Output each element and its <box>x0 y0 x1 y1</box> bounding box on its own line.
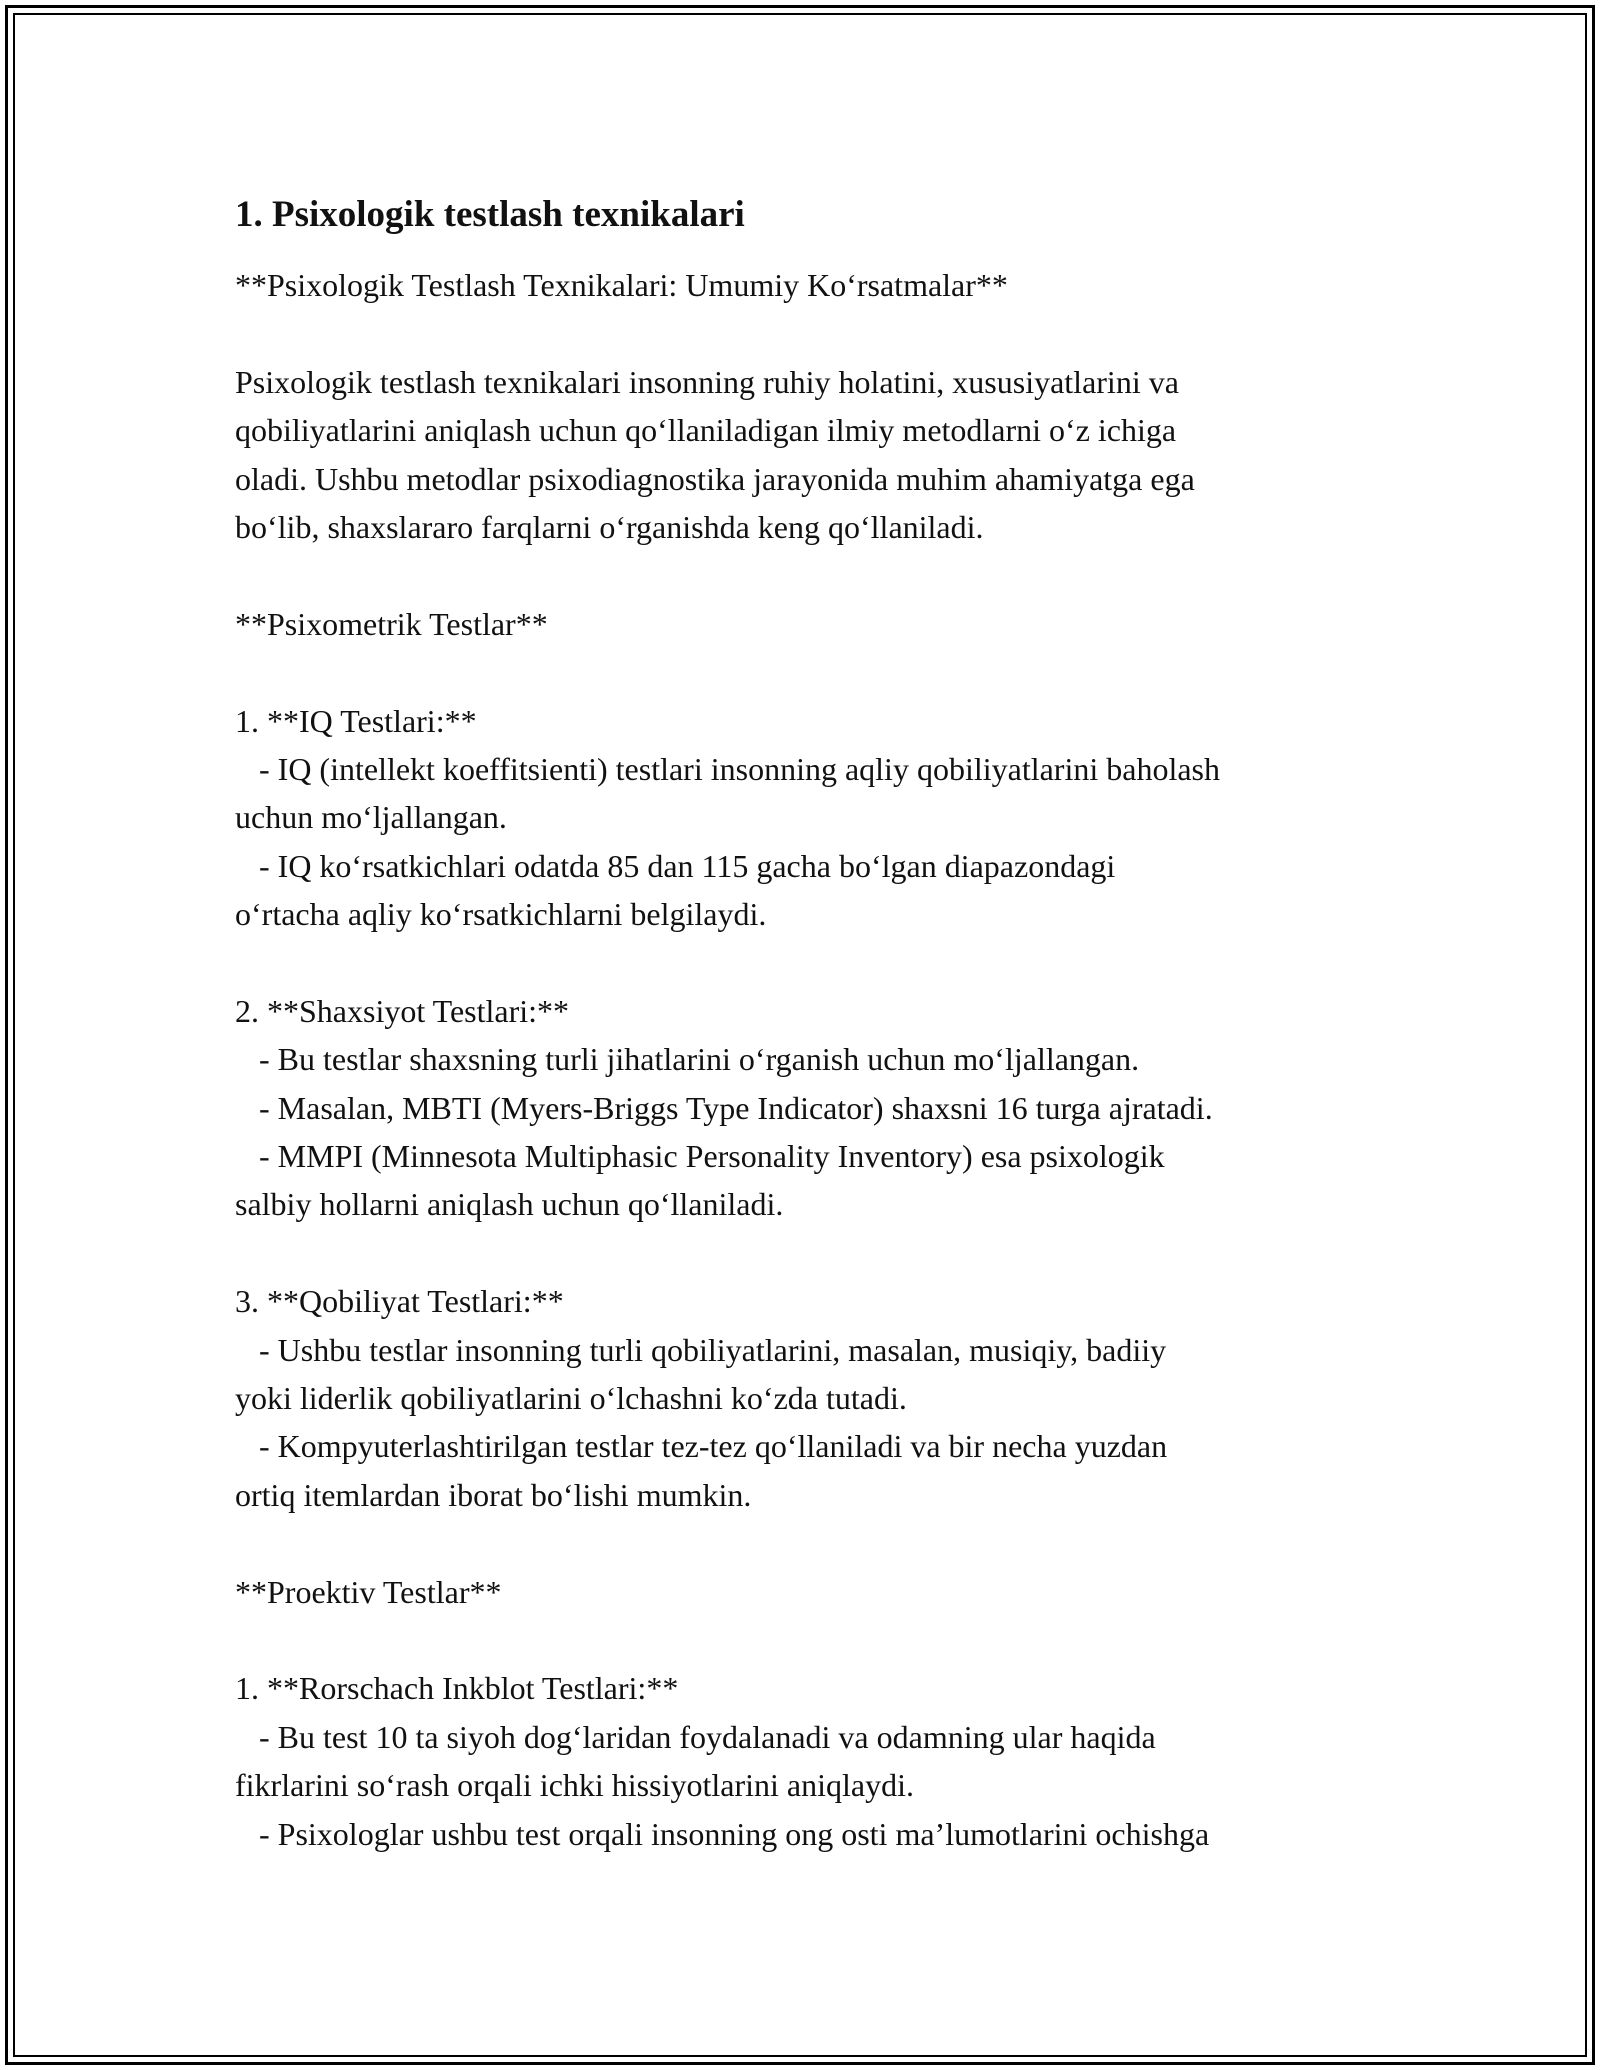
text-line: - Kompyuterlashtirilgan testlar tez-tez qo‘llaniladi va bir necha yuzdan <box>235 1428 1168 1465</box>
text-line: yoki liderlik qobiliyatlarini o‘lchashni ko‘zda tutadi. <box>235 1379 907 1416</box>
section-heading: 1. Psixologik testlash texnikalari <box>235 194 745 235</box>
text-line: - MMPI (Minnesota Multiphasic Personality Inventory) esa psixologik <box>235 1138 1165 1175</box>
text-line: - Ushbu testlar insonning turli qobiliyatlarini, masalan, musiqiy, badiiy <box>235 1331 1167 1368</box>
blank-line <box>235 309 1395 357</box>
text-line: 3. **Qobiliyat Testlari:** <box>235 1283 564 1320</box>
text-line: - Bu test 10 ta siyoh dog‘laridan foydalanadi va odamning ular haqida <box>235 1718 1156 1755</box>
text-line: - Masalan, MBTI (Myers-Briggs Type Indicator) shaxsni 16 turga ajratadi. <box>235 1089 1213 1126</box>
text-line: **Psixologik Testlash Texnikalari: Umumiy Ko‘rsatmalar** <box>235 267 1008 303</box>
text-line: - Psixologlar ushbu test orqali insonning ong osti ma’lumotlarini ochishga <box>235 1815 1210 1852</box>
text-line: **Psixometrik Testlar** <box>235 605 548 642</box>
text-line: qobiliyatlarini aniqlash uchun qo‘llaniladigan ilmiy metodlarni o‘z ichiga <box>235 412 1177 449</box>
text-line: salbiy hollarni aniqlash uchun qo‘llaniladi. <box>235 1186 784 1223</box>
blank-line <box>235 551 1395 599</box>
text-line: - Bu testlar shaxsning turli jihatlarini o‘rganish uchun mo‘ljallangan. <box>235 1041 1140 1078</box>
text-line: 2. **Shaxsiyot Testlari:** <box>235 992 570 1029</box>
text-line: ortiq itemlardan iborat bo‘lishi mumkin. <box>235 1476 752 1513</box>
blank-line <box>235 648 1395 696</box>
text-line: uchun mo‘ljallangan. <box>235 799 507 836</box>
text-line: 1. **Rorschach Inkblot Testlari:** <box>235 1670 679 1707</box>
document-body <box>235 187 1395 1858</box>
blank-line <box>235 938 1395 986</box>
text-line: - IQ (intellekt koeffitsienti) testlari insonning aqliy qobiliyatlarini baholash <box>235 750 1220 787</box>
text-line: bo‘lib, shaxslararo farqlarni o‘rganishda keng qo‘llaniladi. <box>235 508 984 545</box>
document-text <box>235 261 1395 1858</box>
text-line: oladi. Ushbu metodlar psixodiagnostika jarayonida muhim ahamiyatga ega <box>235 460 1195 497</box>
blank-line <box>235 1616 1395 1664</box>
blank-line <box>235 1519 1395 1567</box>
text-line: o‘rtacha aqliy ko‘rsatkichlarni belgilaydi. <box>235 896 767 933</box>
text-line: **Proektiv Testlar** <box>235 1573 502 1610</box>
text-line: Psixologik testlash texnikalari insonning ruhiy holatini, xususiyatlarini va <box>235 363 1179 400</box>
text-line: fikrlarini so‘rash orqali ichki hissiyotlarini aniqlaydi. <box>235 1767 914 1804</box>
text-line: 1. **IQ Testlari:** <box>235 702 477 739</box>
blank-line <box>235 1229 1395 1277</box>
text-line: - IQ ko‘rsatkichlari odatda 85 dan 115 gacha bo‘lgan diapazondagi <box>235 847 1116 884</box>
